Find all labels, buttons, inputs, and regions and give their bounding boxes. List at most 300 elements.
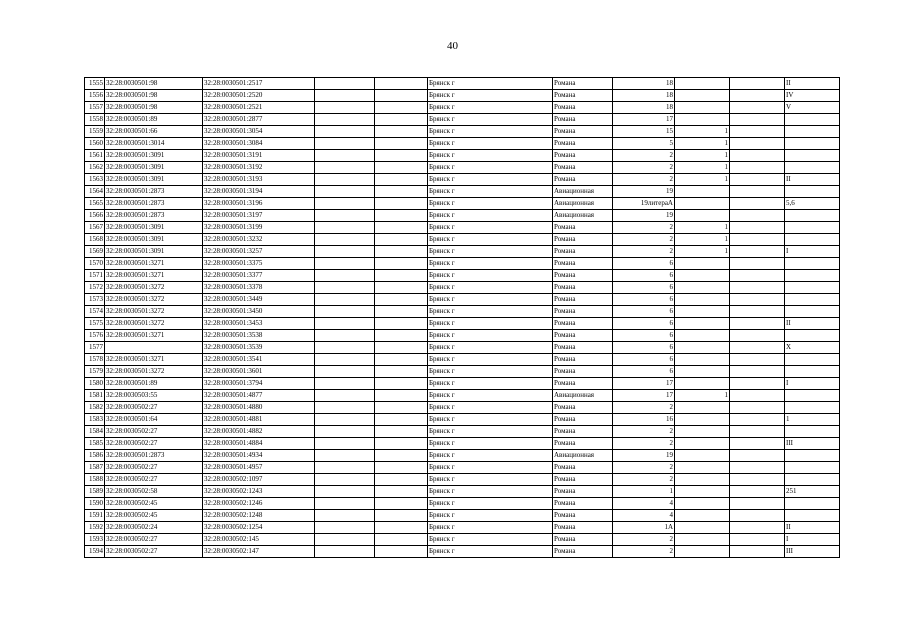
flat-cell (675, 426, 730, 438)
flat-cell: 1 (675, 246, 730, 258)
extra-cell (730, 150, 785, 162)
parent-cadastral-number-cell: 32:28:0030502:27 (105, 474, 203, 486)
cadastral-number-cell: 32:28:0030502:1246 (203, 498, 315, 510)
row-number-cell: 1585 (85, 438, 105, 450)
empty-cell (375, 438, 428, 450)
cadastral-number-cell: 32:28:0030501:2877 (203, 114, 315, 126)
room-cell (785, 498, 840, 510)
cadastral-number-cell: 32:28:0030501:4957 (203, 462, 315, 474)
parent-cadastral-number-cell: 32:28:0030502:45 (105, 510, 203, 522)
cadastral-number-cell: 32:28:0030501:3449 (203, 294, 315, 306)
parent-cadastral-number-cell: 32:28:0030501:3272 (105, 294, 203, 306)
cadastral-number-cell: 32:28:0030501:3453 (203, 318, 315, 330)
cadastral-number-cell: 32:28:0030501:3539 (203, 342, 315, 354)
empty-cell (315, 390, 375, 402)
parent-cadastral-number-cell: 32:28:0030501:3272 (105, 306, 203, 318)
empty-cell (315, 546, 375, 558)
cadastral-number-cell: 32:28:0030501:3257 (203, 246, 315, 258)
cadastral-number-cell: 32:28:0030501:3538 (203, 330, 315, 342)
house-cell: 6 (613, 354, 675, 366)
flat-cell (675, 258, 730, 270)
room-cell (785, 282, 840, 294)
parent-cadastral-number-cell: 32:28:0030502:45 (105, 498, 203, 510)
city-cell: Брянск г (428, 258, 553, 270)
city-cell: Брянск г (428, 294, 553, 306)
parent-cadastral-number-cell: 32:28:0030503:55 (105, 390, 203, 402)
empty-cell (375, 138, 428, 150)
cadastral-number-cell: 32:28:0030502:147 (203, 546, 315, 558)
extra-cell (730, 306, 785, 318)
room-cell (785, 114, 840, 126)
empty-cell (315, 138, 375, 150)
extra-cell (730, 78, 785, 90)
extra-cell (730, 258, 785, 270)
empty-cell (375, 234, 428, 246)
flat-cell (675, 546, 730, 558)
extra-cell (730, 294, 785, 306)
extra-cell (730, 282, 785, 294)
parent-cadastral-number-cell: 32:28:0030501:98 (105, 90, 203, 102)
room-cell (785, 150, 840, 162)
city-cell: Брянск г (428, 534, 553, 546)
city-cell: Брянск г (428, 282, 553, 294)
room-cell (785, 450, 840, 462)
empty-cell (375, 162, 428, 174)
empty-cell (315, 126, 375, 138)
cadastral-number-cell: 32:28:0030501:2521 (203, 102, 315, 114)
table-row (85, 510, 840, 522)
flat-cell (675, 462, 730, 474)
row-number-cell: 1558 (85, 114, 105, 126)
cadastral-number-cell: 32:28:0030501:4884 (203, 438, 315, 450)
city-cell: Брянск г (428, 390, 553, 402)
table-row (85, 426, 840, 438)
row-number-cell: 1593 (85, 534, 105, 546)
row-number-cell: 1574 (85, 306, 105, 318)
flat-cell: 1 (675, 162, 730, 174)
city-cell: Брянск г (428, 342, 553, 354)
house-cell: 4 (613, 498, 675, 510)
empty-cell (375, 330, 428, 342)
room-cell (785, 258, 840, 270)
row-number-cell: 1581 (85, 390, 105, 402)
city-cell: Брянск г (428, 354, 553, 366)
cadastral-number-cell: 32:28:0030501:2520 (203, 90, 315, 102)
cadastral-number-cell: 32:28:0030501:3450 (203, 306, 315, 318)
parent-cadastral-number-cell: 32:28:0030501:2873 (105, 186, 203, 198)
empty-cell (315, 474, 375, 486)
street-cell: Авиационная (553, 186, 613, 198)
empty-cell (375, 414, 428, 426)
house-cell: 6 (613, 318, 675, 330)
row-number-cell: 1578 (85, 354, 105, 366)
street-cell: Романа (553, 378, 613, 390)
empty-cell (315, 354, 375, 366)
parent-cadastral-number-cell: 32:28:0030501:3091 (105, 162, 203, 174)
table-row (85, 174, 840, 186)
extra-cell (730, 486, 785, 498)
empty-cell (315, 150, 375, 162)
row-number-cell: 1591 (85, 510, 105, 522)
empty-cell (375, 210, 428, 222)
street-cell: Романа (553, 78, 613, 90)
row-number-cell: 1564 (85, 186, 105, 198)
flat-cell: 1 (675, 234, 730, 246)
city-cell: Брянск г (428, 246, 553, 258)
cadastral-number-cell: 32:28:0030502:1254 (203, 522, 315, 534)
house-cell: 17 (613, 378, 675, 390)
empty-cell (315, 498, 375, 510)
flat-cell (675, 330, 730, 342)
city-cell: Брянск г (428, 186, 553, 198)
empty-cell (375, 246, 428, 258)
street-cell: Романа (553, 90, 613, 102)
flat-cell (675, 78, 730, 90)
empty-cell (315, 78, 375, 90)
empty-cell (315, 282, 375, 294)
empty-cell (375, 510, 428, 522)
parent-cadastral-number-cell: 32:28:0030501:2873 (105, 450, 203, 462)
parent-cadastral-number-cell: 32:28:0030501:2873 (105, 210, 203, 222)
parent-cadastral-number-cell: 32:28:0030501:89 (105, 114, 203, 126)
extra-cell (730, 522, 785, 534)
house-cell: 15 (613, 126, 675, 138)
row-number-cell: 1565 (85, 198, 105, 210)
cadastral-number-cell: 32:28:0030501:3199 (203, 222, 315, 234)
empty-cell (375, 390, 428, 402)
cadastral-number-cell: 32:28:0030501:2517 (203, 78, 315, 90)
city-cell: Брянск г (428, 474, 553, 486)
city-cell: Брянск г (428, 210, 553, 222)
row-number-cell: 1576 (85, 330, 105, 342)
street-cell: Романа (553, 402, 613, 414)
parent-cadastral-number-cell: 32:28:0030502:27 (105, 402, 203, 414)
extra-cell (730, 462, 785, 474)
empty-cell (375, 534, 428, 546)
house-cell: 6 (613, 330, 675, 342)
house-cell: 6 (613, 294, 675, 306)
street-cell: Авиационная (553, 198, 613, 210)
extra-cell (730, 450, 785, 462)
cadastral-number-cell: 32:28:0030501:3054 (203, 126, 315, 138)
room-cell (785, 510, 840, 522)
parent-cadastral-number-cell: 32:28:0030501:3272 (105, 318, 203, 330)
extra-cell (730, 378, 785, 390)
empty-cell (315, 162, 375, 174)
parent-cadastral-number-cell: 32:28:0030501:3271 (105, 270, 203, 282)
house-cell: 2 (613, 174, 675, 186)
parent-cadastral-number-cell: 32:28:0030501:89 (105, 378, 203, 390)
empty-cell (375, 402, 428, 414)
city-cell: Брянск г (428, 90, 553, 102)
parent-cadastral-number-cell: 32:28:0030501:98 (105, 102, 203, 114)
extra-cell (730, 138, 785, 150)
city-cell: Брянск г (428, 126, 553, 138)
street-cell: Романа (553, 222, 613, 234)
row-number-cell: 1579 (85, 366, 105, 378)
table-row (85, 258, 840, 270)
parent-cadastral-number-cell (105, 342, 203, 354)
extra-cell (730, 270, 785, 282)
table-row (85, 138, 840, 150)
city-cell: Брянск г (428, 522, 553, 534)
empty-cell (375, 450, 428, 462)
house-cell: 2 (613, 222, 675, 234)
flat-cell: 1 (675, 222, 730, 234)
house-cell: 19 (613, 450, 675, 462)
street-cell: Романа (553, 426, 613, 438)
room-cell: V (785, 102, 840, 114)
row-number-cell: 1570 (85, 258, 105, 270)
extra-cell (730, 498, 785, 510)
city-cell: Брянск г (428, 150, 553, 162)
flat-cell (675, 498, 730, 510)
street-cell: Романа (553, 294, 613, 306)
row-number-cell: 1568 (85, 234, 105, 246)
empty-cell (375, 150, 428, 162)
cadastral-number-cell: 32:28:0030501:3541 (203, 354, 315, 366)
house-cell: 6 (613, 366, 675, 378)
city-cell: Брянск г (428, 270, 553, 282)
house-cell: 2 (613, 402, 675, 414)
house-cell: 19 (613, 210, 675, 222)
flat-cell (675, 306, 730, 318)
cadastral-number-cell: 32:28:0030501:4881 (203, 414, 315, 426)
parent-cadastral-number-cell: 32:28:0030502:27 (105, 534, 203, 546)
table-row (85, 234, 840, 246)
row-number-cell: 1588 (85, 474, 105, 486)
flat-cell (675, 210, 730, 222)
parent-cadastral-number-cell: 32:28:0030501:3271 (105, 354, 203, 366)
extra-cell (730, 234, 785, 246)
extra-cell (730, 246, 785, 258)
street-cell: Романа (553, 522, 613, 534)
house-cell: 2 (613, 150, 675, 162)
street-cell: Романа (553, 486, 613, 498)
table-row (85, 78, 840, 90)
cadastral-number-cell: 32:28:0030501:3378 (203, 282, 315, 294)
street-cell: Авиационная (553, 390, 613, 402)
street-cell: Романа (553, 234, 613, 246)
street-cell: Романа (553, 546, 613, 558)
extra-cell (730, 90, 785, 102)
empty-cell (375, 306, 428, 318)
empty-cell (315, 306, 375, 318)
cadastral-number-cell: 32:28:0030501:3191 (203, 150, 315, 162)
flat-cell (675, 414, 730, 426)
house-cell: 18 (613, 78, 675, 90)
row-number-cell: 1590 (85, 498, 105, 510)
row-number-cell: 1573 (85, 294, 105, 306)
street-cell: Романа (553, 246, 613, 258)
house-cell: 2 (613, 462, 675, 474)
city-cell: Брянск г (428, 306, 553, 318)
room-cell (785, 210, 840, 222)
row-number-cell: 1582 (85, 402, 105, 414)
empty-cell (375, 474, 428, 486)
parent-cadastral-number-cell: 32:28:0030502:27 (105, 426, 203, 438)
city-cell: Брянск г (428, 222, 553, 234)
empty-cell (315, 330, 375, 342)
city-cell: Брянск г (428, 546, 553, 558)
house-cell: 16 (613, 414, 675, 426)
city-cell: Брянск г (428, 174, 553, 186)
parent-cadastral-number-cell: 32:28:0030501:3091 (105, 234, 203, 246)
room-cell: II (785, 522, 840, 534)
row-number-cell: 1557 (85, 102, 105, 114)
empty-cell (375, 354, 428, 366)
table-row (85, 354, 840, 366)
empty-cell (315, 486, 375, 498)
house-cell: 2 (613, 534, 675, 546)
flat-cell (675, 378, 730, 390)
table-row (85, 474, 840, 486)
house-cell: 17 (613, 390, 675, 402)
empty-cell (315, 462, 375, 474)
table-row (85, 402, 840, 414)
flat-cell (675, 114, 730, 126)
flat-cell: 1 (675, 126, 730, 138)
cadastral-number-cell: 32:28:0030501:4882 (203, 426, 315, 438)
street-cell: Романа (553, 270, 613, 282)
cadastral-number-cell: 32:28:0030502:1243 (203, 486, 315, 498)
street-cell: Романа (553, 318, 613, 330)
room-cell: 1 (785, 414, 840, 426)
room-cell (785, 330, 840, 342)
parent-cadastral-number-cell: 32:28:0030502:24 (105, 522, 203, 534)
cadastral-number-cell: 32:28:0030501:4877 (203, 390, 315, 402)
room-cell (785, 462, 840, 474)
row-number-cell: 1560 (85, 138, 105, 150)
table-row (85, 366, 840, 378)
house-cell: 2 (613, 438, 675, 450)
extra-cell (730, 174, 785, 186)
extra-cell (730, 510, 785, 522)
extra-cell (730, 402, 785, 414)
extra-cell (730, 534, 785, 546)
city-cell: Брянск г (428, 198, 553, 210)
table-row (85, 522, 840, 534)
empty-cell (315, 186, 375, 198)
flat-cell (675, 198, 730, 210)
extra-cell (730, 198, 785, 210)
empty-cell (375, 318, 428, 330)
room-cell (785, 138, 840, 150)
empty-cell (375, 90, 428, 102)
table-row (85, 330, 840, 342)
street-cell: Романа (553, 354, 613, 366)
cadastral-number-cell: 32:28:0030501:3196 (203, 198, 315, 210)
house-cell: 6 (613, 258, 675, 270)
city-cell: Брянск г (428, 318, 553, 330)
city-cell: Брянск г (428, 78, 553, 90)
street-cell: Романа (553, 150, 613, 162)
table-row (85, 450, 840, 462)
table-row (85, 186, 840, 198)
empty-cell (375, 198, 428, 210)
cadastral-number-cell: 32:28:0030501:3375 (203, 258, 315, 270)
row-number-cell: 1555 (85, 78, 105, 90)
row-number-cell: 1577 (85, 342, 105, 354)
room-cell (785, 162, 840, 174)
room-cell: 5,6 (785, 198, 840, 210)
flat-cell: 1 (675, 150, 730, 162)
empty-cell (315, 378, 375, 390)
cadastral-number-cell: 32:28:0030502:1248 (203, 510, 315, 522)
row-number-cell: 1567 (85, 222, 105, 234)
flat-cell (675, 438, 730, 450)
empty-cell (315, 102, 375, 114)
empty-cell (315, 438, 375, 450)
table-row (85, 198, 840, 210)
house-cell: 2 (613, 162, 675, 174)
room-cell (785, 270, 840, 282)
street-cell: Романа (553, 498, 613, 510)
row-number-cell: 1583 (85, 414, 105, 426)
row-number-cell: 1580 (85, 378, 105, 390)
street-cell: Романа (553, 462, 613, 474)
empty-cell (315, 318, 375, 330)
room-cell: IV (785, 90, 840, 102)
row-number-cell: 1562 (85, 162, 105, 174)
extra-cell (730, 414, 785, 426)
parent-cadastral-number-cell: 32:28:0030501:98 (105, 78, 203, 90)
empty-cell (375, 378, 428, 390)
empty-cell (315, 198, 375, 210)
table-row (85, 318, 840, 330)
city-cell: Брянск г (428, 102, 553, 114)
city-cell: Брянск г (428, 414, 553, 426)
cadastral-number-cell: 32:28:0030501:3194 (203, 186, 315, 198)
city-cell: Брянск г (428, 510, 553, 522)
street-cell: Романа (553, 342, 613, 354)
empty-cell (375, 186, 428, 198)
row-number-cell: 1587 (85, 462, 105, 474)
row-number-cell: 1566 (85, 210, 105, 222)
empty-cell (315, 522, 375, 534)
street-cell: Романа (553, 534, 613, 546)
parent-cadastral-number-cell: 32:28:0030501:3272 (105, 282, 203, 294)
room-cell (785, 222, 840, 234)
empty-cell (315, 114, 375, 126)
empty-cell (315, 294, 375, 306)
city-cell: Брянск г (428, 378, 553, 390)
row-number-cell: 1575 (85, 318, 105, 330)
parent-cadastral-number-cell: 32:28:0030502:27 (105, 546, 203, 558)
house-cell: 1А (613, 522, 675, 534)
street-cell: Романа (553, 102, 613, 114)
street-cell: Романа (553, 438, 613, 450)
city-cell: Брянск г (428, 330, 553, 342)
house-cell: 18 (613, 102, 675, 114)
house-cell: 6 (613, 306, 675, 318)
house-cell: 17 (613, 114, 675, 126)
empty-cell (375, 126, 428, 138)
city-cell: Брянск г (428, 162, 553, 174)
row-number-cell: 1594 (85, 546, 105, 558)
city-cell: Брянск г (428, 426, 553, 438)
house-cell: 6 (613, 342, 675, 354)
row-number-cell: 1569 (85, 246, 105, 258)
flat-cell (675, 90, 730, 102)
street-cell: Романа (553, 138, 613, 150)
parent-cadastral-number-cell: 32:28:0030501:3271 (105, 258, 203, 270)
page-number: 40 (447, 40, 458, 52)
flat-cell (675, 474, 730, 486)
table-row (85, 90, 840, 102)
room-cell: I (785, 378, 840, 390)
room-cell: II (785, 174, 840, 186)
